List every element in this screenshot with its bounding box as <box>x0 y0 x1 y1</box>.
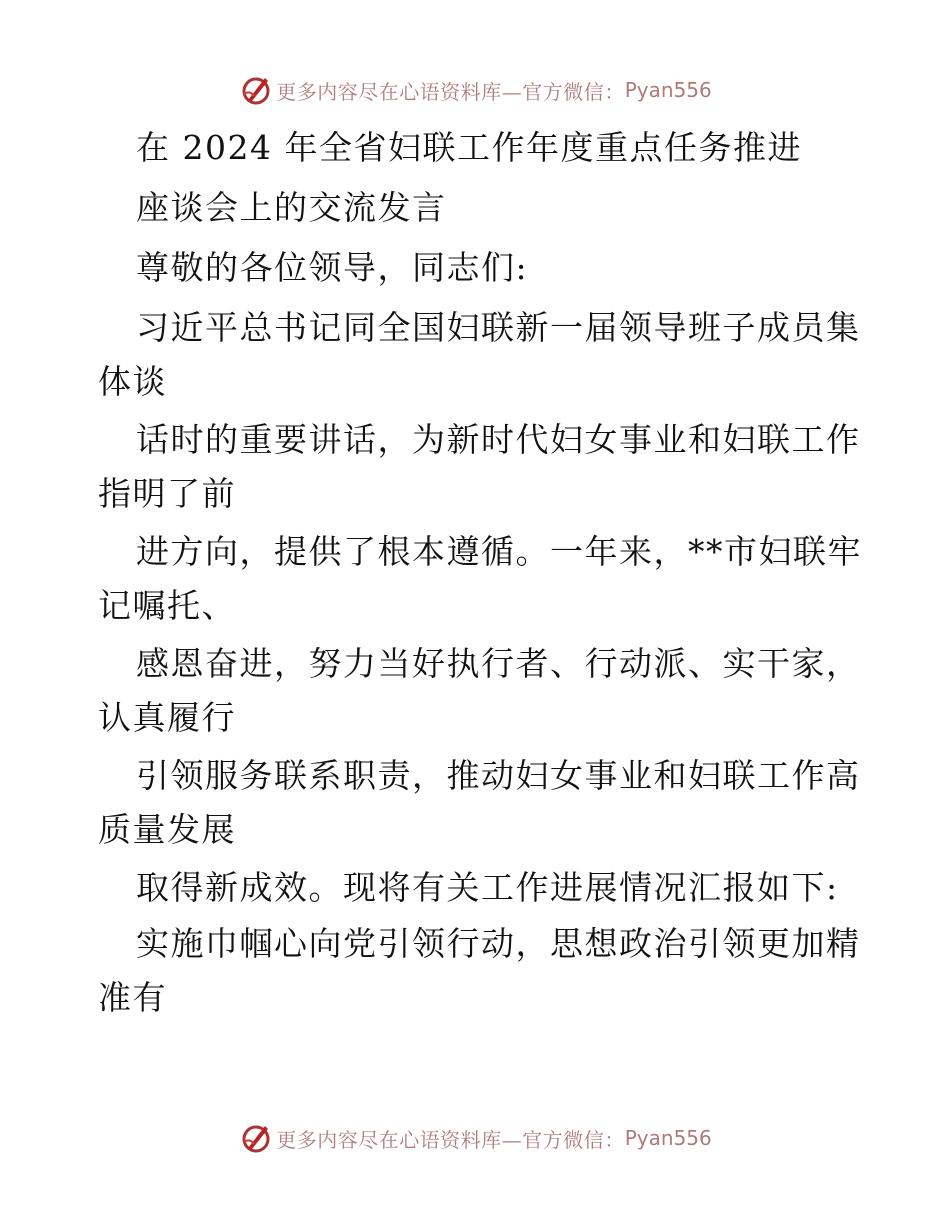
salutation: 尊敬的各位领导，同志们: <box>136 248 529 287</box>
paragraph-line: 习近平总书记同全国妇联新一届领导班子成员集 <box>136 308 861 347</box>
quill-circle-icon <box>238 1120 274 1156</box>
paragraph-line: 感恩奋进，努力当好执行者、行动派、实干家， <box>136 644 861 683</box>
header-watermark <box>0 70 950 110</box>
paragraph-line: 记嘱托、 <box>98 586 236 625</box>
watermark-text: 更多内容尽在心语资料库—官方微信： <box>276 79 625 104</box>
paragraph-line: 话时的重要讲话，为新时代妇女事业和妇联工作 <box>136 420 861 459</box>
title-line-2: 座谈会上的交流发言 <box>136 188 447 227</box>
paragraph-line: 准有 <box>98 978 167 1017</box>
paragraph-line: 质量发展 <box>98 810 236 849</box>
paragraph-line: 取得新成效。现将有关工作进展情况汇报如下: <box>136 868 839 907</box>
paragraph-line: 实施巾帼心向党引领行动，思想政治引领更加精 <box>136 924 861 963</box>
wechat-id: Pyan556 <box>624 1126 712 1150</box>
wechat-id: Pyan556 <box>624 78 712 102</box>
paragraph-line: 指明了前 <box>98 474 236 513</box>
watermark-text: 更多内容尽在心语资料库—官方微信： <box>276 1127 625 1152</box>
footer-watermark <box>0 1118 950 1158</box>
paragraph-line: 引领服务联系职责，推动妇女事业和妇联工作高 <box>136 756 861 795</box>
paragraph-line: 体谈 <box>98 362 167 401</box>
quill-circle-icon <box>238 72 274 108</box>
paragraph-line: 进方向，提供了根本遵循。一年来，**市妇联牢 <box>136 532 862 571</box>
title-line-1: 在 2024 年全省妇联工作年度重点任务推进 <box>136 128 802 167</box>
paragraph-line: 认真履行 <box>98 698 236 737</box>
